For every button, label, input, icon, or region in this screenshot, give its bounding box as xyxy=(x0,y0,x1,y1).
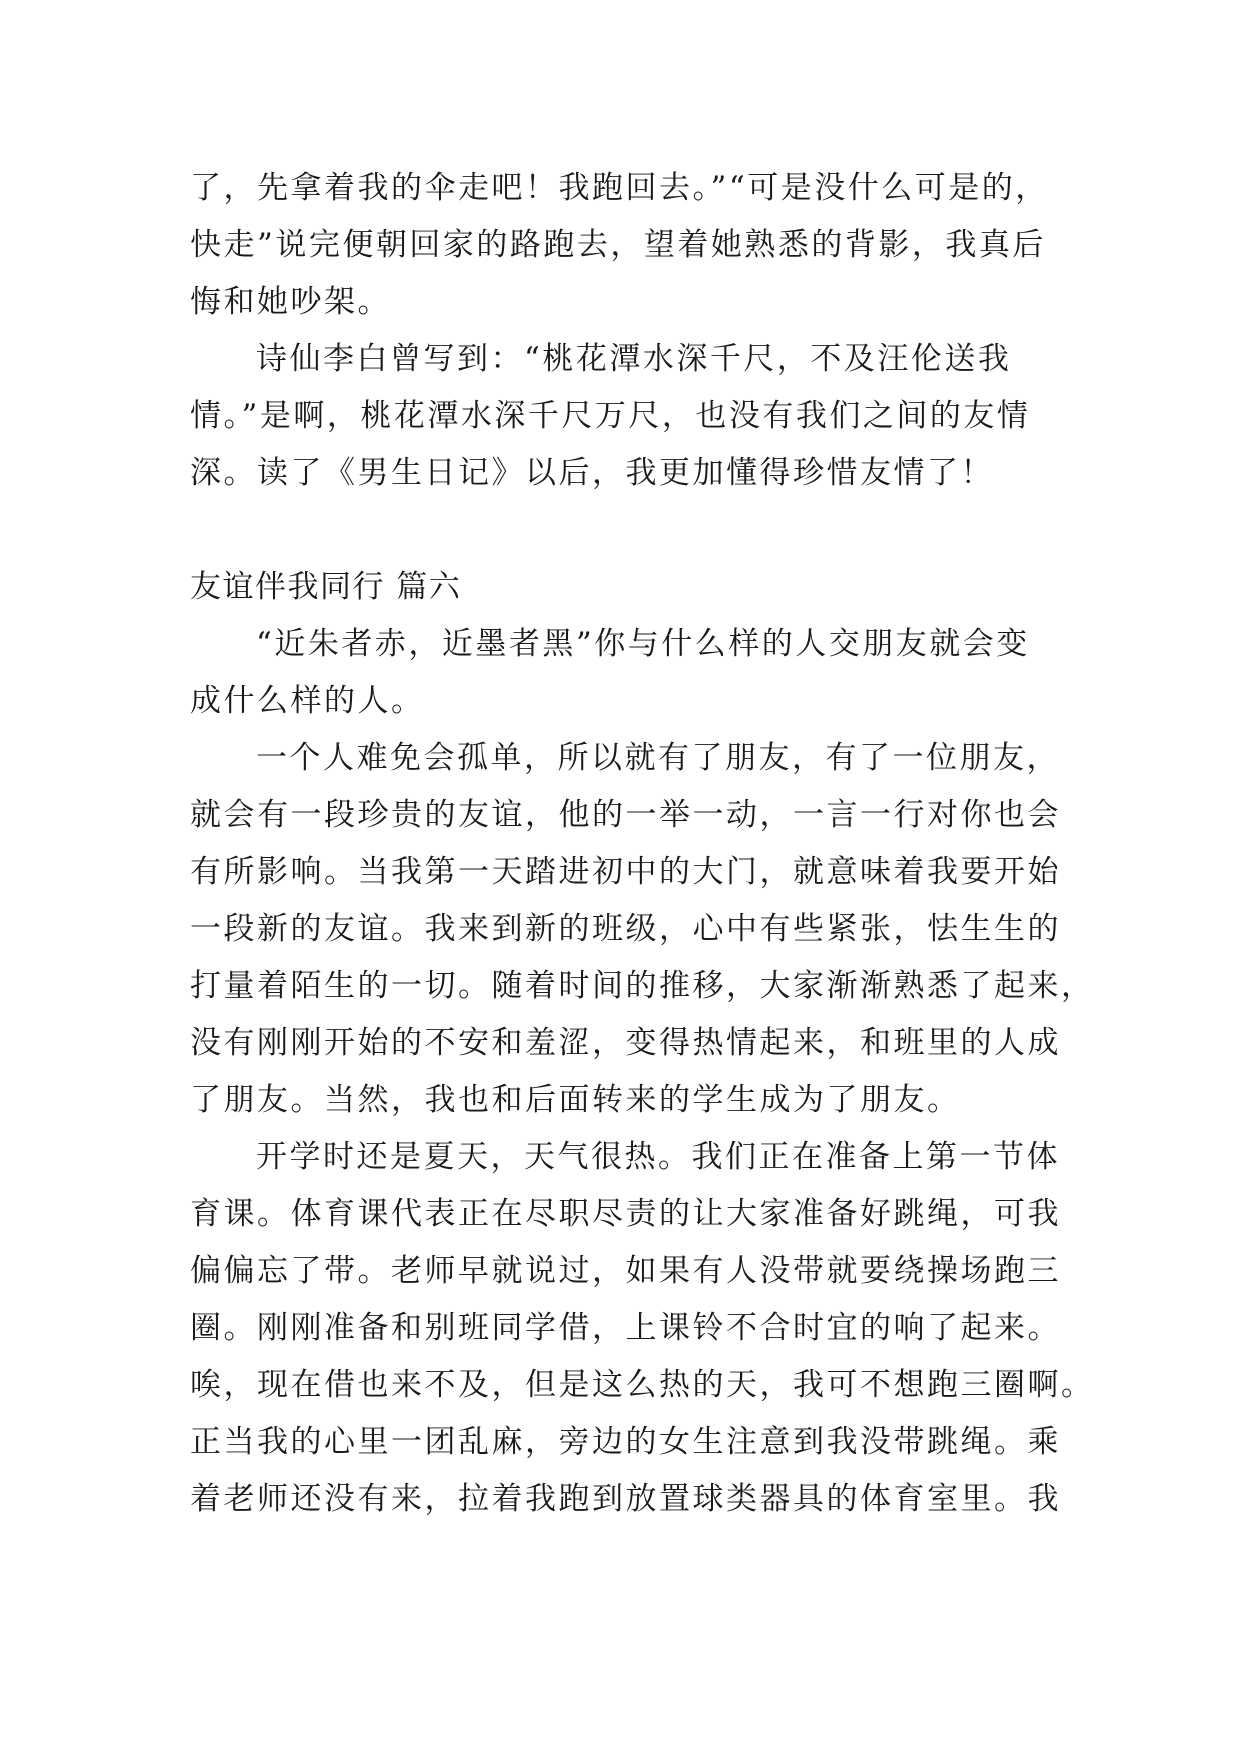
text-line: 成什么样的人。 xyxy=(190,683,425,719)
document-page xyxy=(190,0,1095,1754)
text-line: 没有刚刚开始的不安和羞涩，变得热情起来，和班里的人成 xyxy=(190,1025,1061,1061)
text-line: 圈。刚刚准备和别班同学借，上课铃不合时宜的响了起来。 xyxy=(190,1310,1061,1346)
text-line: 了朋友。当然，我也和后面转来的学生成为了朋友。 xyxy=(190,1082,961,1118)
text-line: 开学时还是夏天，天气很热。我们正在准备上第一节体 xyxy=(256,1139,1060,1175)
text-line: 育课。体育课代表正在尽职尽责的让大家准备好跳绳，可我 xyxy=(190,1196,1061,1232)
text-line: 偏偏忘了带。老师早就说过，如果有人没带就要绕操场跑三 xyxy=(190,1253,1061,1289)
text-line: 着老师还没有来，拉着我跑到放置球类器具的体育室里。我 xyxy=(190,1481,1061,1517)
text-line: 快走”说完便朝回家的路跑去，望着她熟悉的背影，我真后 xyxy=(190,227,1046,263)
text-line: 了，先拿着我的伞走吧！我跑回去。”“可是没什么可是的， xyxy=(190,170,1049,206)
text-line: 唉，现在借也来不及，但是这么热的天，我可不想跑三圈啊。 xyxy=(190,1367,1095,1403)
text-line: 情。”是啊，桃花潭水深千尺万尺，也没有我们之间的友情 xyxy=(190,398,1031,434)
text-line: 一个人难免会孤单，所以就有了朋友，有了一位朋友， xyxy=(256,740,1060,776)
text-line: 诗仙李白曾写到：“桃花潭水深千尺，不及汪伦送我 xyxy=(256,341,1012,377)
text-line: “近朱者赤，近墨者黑”你与什么样的人交朋友就会变 xyxy=(256,626,1030,662)
text-line: 打量着陌生的一切。随着时间的推移，大家渐渐熟悉了起来， xyxy=(190,968,1095,1004)
text-line: 有所影响。当我第一天踏进初中的大门，就意味着我要开始 xyxy=(190,854,1061,890)
text-line: 就会有一段珍贵的友谊，他的一举一动，一言一行对你也会 xyxy=(190,797,1061,833)
text-line: 正当我的心里一团乱麻，旁边的女生注意到我没带跳绳。乘 xyxy=(190,1424,1061,1460)
text-line: 深。读了《男生日记》以后，我更加懂得珍惜友情了！ xyxy=(190,455,994,491)
section-title: 友谊伴我同行 篇六 xyxy=(190,569,462,605)
text-line: 悔和她吵架。 xyxy=(190,284,391,320)
text-line: 一段新的友谊。我来到新的班级，心中有些紧张，怯生生的 xyxy=(190,911,1061,947)
